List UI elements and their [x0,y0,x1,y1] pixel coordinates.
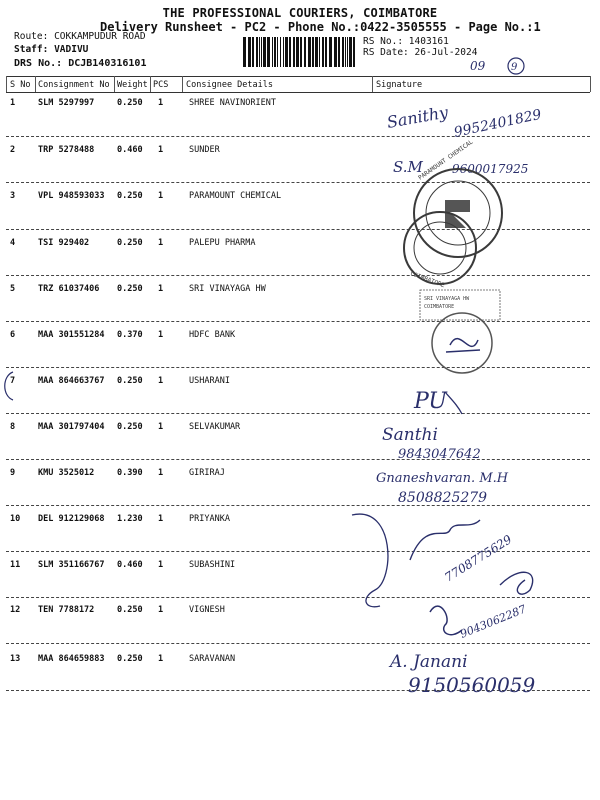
row-pcs: 1 [158,145,164,155]
barcode-bar [285,37,288,67]
barcode-bar [342,37,344,67]
col-divider [150,76,151,92]
row-sno: 4 [10,238,16,248]
row-weight: 1.230 [117,514,143,524]
col-divider [182,76,183,92]
row-divider [6,182,590,183]
col-divider [6,76,7,92]
rs-date-line [363,47,477,58]
row-consignee: VIGNESH [189,605,225,615]
staff-line [14,44,88,55]
barcode-bar [274,37,276,67]
handwritten-count: 09 [470,59,486,73]
col-divider [372,76,373,92]
col-header-weight: Weight [117,80,148,90]
row-divider [6,597,590,598]
barcode-bar [289,37,291,67]
col-divider [114,76,115,92]
row-consignee: SRI VINAYAGA HW [189,284,266,294]
barcode-bar [261,37,262,67]
row-sno: 6 [10,330,16,340]
row-weight: 0.390 [117,468,143,478]
row-divider [6,643,590,644]
row-weight: 0.460 [117,560,143,570]
barcode-bar [325,37,327,67]
col-divider [35,76,36,92]
row-consignee: PALEPU PHARMA [189,238,256,248]
signature-row13-phone: 9150560059 [408,673,536,697]
row-consignee: SELVAKUMAR [189,422,241,432]
signature-row8-phone: 9843047642 [398,447,481,462]
row-weight: 0.250 [117,422,143,432]
signature-row13-name: A. Janani [390,652,468,672]
barcode-bar [312,37,314,67]
row-pcs: 1 [158,284,164,294]
row-pcs: 1 [158,605,164,615]
svg-text:COIMBATORE: COIMBATORE [409,270,446,290]
row-divider [6,505,590,506]
barcode-bar [263,37,266,67]
row-consignment: SLM 5297997 [38,98,95,108]
row-divider [6,229,590,230]
bank-stamp [432,313,492,373]
row-consignee: SARAVANAN [189,654,236,664]
row-weight: 0.250 [117,238,143,248]
barcode-bar [277,37,278,67]
row-pcs: 1 [158,330,164,340]
row-sno: 13 [10,654,21,664]
rs-date-value: 26-Jul-2024 [414,47,478,58]
rs-no-line [363,36,449,47]
row-divider [6,459,590,460]
svg-text:PARAMOUNT CHEMICAL: PARAMOUNT CHEMICAL [417,138,475,182]
row-consignment: MAA 864659883 [38,654,105,664]
row-pcs: 1 [158,560,164,570]
signature-row1-name: Sanithy [385,102,450,132]
svg-text:SRI VINAYAGA HW: SRI VINAYAGA HW [424,296,470,302]
row-pcs: 1 [158,191,164,201]
row-divider [6,690,590,691]
barcode-image [243,37,355,67]
row-weight: 0.250 [117,654,143,664]
signature-row11 [500,572,533,594]
col-divider [590,76,591,92]
row-consignment: SLM 351166767 [38,560,105,570]
row-sno: 1 [10,98,16,108]
col-header-signature: Signature [376,80,423,90]
signature-row11-phone: 7708775629 [442,532,515,585]
signature-row2-name: S.M [393,158,423,176]
row-weight: 0.370 [117,330,143,340]
signature-stroke [445,392,462,414]
barcode-bar [267,37,270,67]
circled-digit: 9 [511,62,518,73]
row-divider [6,136,590,137]
row-consignment: MAA 864663767 [38,376,105,386]
company-title: THE PROFESSIONAL COURIERS, COIMBATORE [162,6,438,20]
row-pcs: 1 [158,422,164,432]
drs-value: DCJB140316101 [68,58,147,69]
barcode-bar [322,37,324,67]
row-consignment: TRZ 61037406 [38,284,100,294]
barcode-bar [243,37,246,67]
row-sno: 3 [10,191,16,201]
barcode-bar [283,37,284,67]
row-weight: 0.250 [117,605,143,615]
row-consignment: MAA 301797404 [38,422,105,432]
row-consignment: KMU 3525012 [38,468,95,478]
signature-row12 [430,606,462,635]
row-consignment: DEL 912129068 [38,514,105,524]
barcode-bar [345,37,346,67]
company-stamp [404,212,476,289]
signature-row1-phone: 9952401829 [452,106,543,141]
staff-value: VADIVU [54,44,89,55]
row-divider [6,275,590,276]
col-header-sno: S No [10,80,31,90]
barcode-bar [319,37,320,67]
row-consignment: TEN 7788172 [38,605,95,615]
row-divider [6,321,590,322]
barcode-bar [248,37,251,67]
row-sno: 7 [10,376,16,386]
row-consignment: VPL 948593033 [38,191,105,201]
row-consignee: PRIYANKA [189,514,230,524]
barcode-bar [334,37,337,67]
row-sno: 10 [10,514,21,524]
row-weight: 0.250 [117,98,143,108]
row-consignee: USHARANI [189,376,230,386]
row-pcs: 1 [158,468,164,478]
staff-label: Staff: [14,44,49,55]
company-stamp [414,138,502,257]
route-value: COKKAMPUDUR ROAD [54,31,146,42]
row-pcs: 1 [158,98,164,108]
barcode-bar [259,37,260,67]
row-sno: 12 [10,605,21,615]
rs-date-label: RS Date: [363,47,409,58]
row-sno: 11 [10,560,21,570]
row-pcs: 1 [158,654,164,664]
row-consignee: HDFC BANK [189,330,236,340]
row-sno: 2 [10,145,16,155]
barcode-bar [308,37,311,67]
barcode-bar [293,37,295,67]
row-weight: 0.250 [117,191,143,201]
barcode-bar [353,37,355,67]
signature-row10 [410,520,480,560]
header-bottom-border [6,92,590,93]
signature-row7: PU [414,389,447,414]
row-consignee: SUBASHINI [189,560,236,570]
row-divider [6,413,590,414]
barcode-bar [304,37,306,67]
row-consignee: PARAMOUNT CHEMICAL [189,191,282,201]
row-sno: 9 [10,468,16,478]
col-header-consignment: Consignment No [38,80,110,90]
row-weight: 0.460 [117,145,143,155]
barcode-bar [252,37,254,67]
row-consignee: GIRIRAJ [189,468,225,478]
runsheet-title: Delivery Runsheet - PC2 - Phone No.:0422-3505555 - Page No.:1 [100,20,541,34]
row-consignment: TRP 5278488 [38,145,95,155]
circle-mark [508,58,524,74]
barcode-bar [256,37,258,67]
company-stamp [420,290,500,320]
row-pcs: 1 [158,238,164,248]
row-divider [6,367,590,368]
signature-row9-phone: 8508825279 [398,490,488,506]
route-label: Route: [14,31,49,42]
col-header-consignee: Consignee Details [186,80,273,90]
row-consignee: SHREE NAVINORIENT [189,98,276,108]
row-weight: 0.250 [117,284,143,294]
row-consignee: SUNDER [189,145,220,155]
signature-row12-phone: 9043062287 [458,602,529,641]
row-sno: 5 [10,284,16,294]
barcode-bar [315,37,318,67]
row-consignment: MAA 301551284 [38,330,105,340]
rs-no-label: RS No.: [363,36,404,47]
row-divider [6,551,590,552]
route-line [14,31,146,42]
col-header-pcs: PCS [153,80,169,90]
barcode-bar [272,37,273,67]
svg-text:COIMBATORE: COIMBATORE [424,304,455,310]
barcode-bar [347,37,348,67]
barcode-bar [280,37,281,67]
row-sno: 8 [10,422,16,432]
drs-line [14,58,146,69]
row-pcs: 1 [158,376,164,386]
barcode-bar [338,37,340,67]
row-consignment: TSI 929402 [38,238,90,248]
bracket-mark [352,514,388,607]
drs-label: DRS No.: [14,58,63,69]
table-top-border [6,76,590,77]
signature-row2-phone: 9600017925 [452,162,529,176]
barcode-bar [296,37,299,67]
rs-no-value: 1403161 [408,36,449,47]
barcode-bar [300,37,302,67]
signature-row8-name: Santhi [382,425,438,445]
row-weight: 0.250 [117,376,143,386]
signature-row9-name: Gnaneshvaran. M.H [376,471,509,486]
barcode-bar [349,37,352,67]
row-pcs: 1 [158,514,164,524]
barcode-bar [329,37,332,67]
